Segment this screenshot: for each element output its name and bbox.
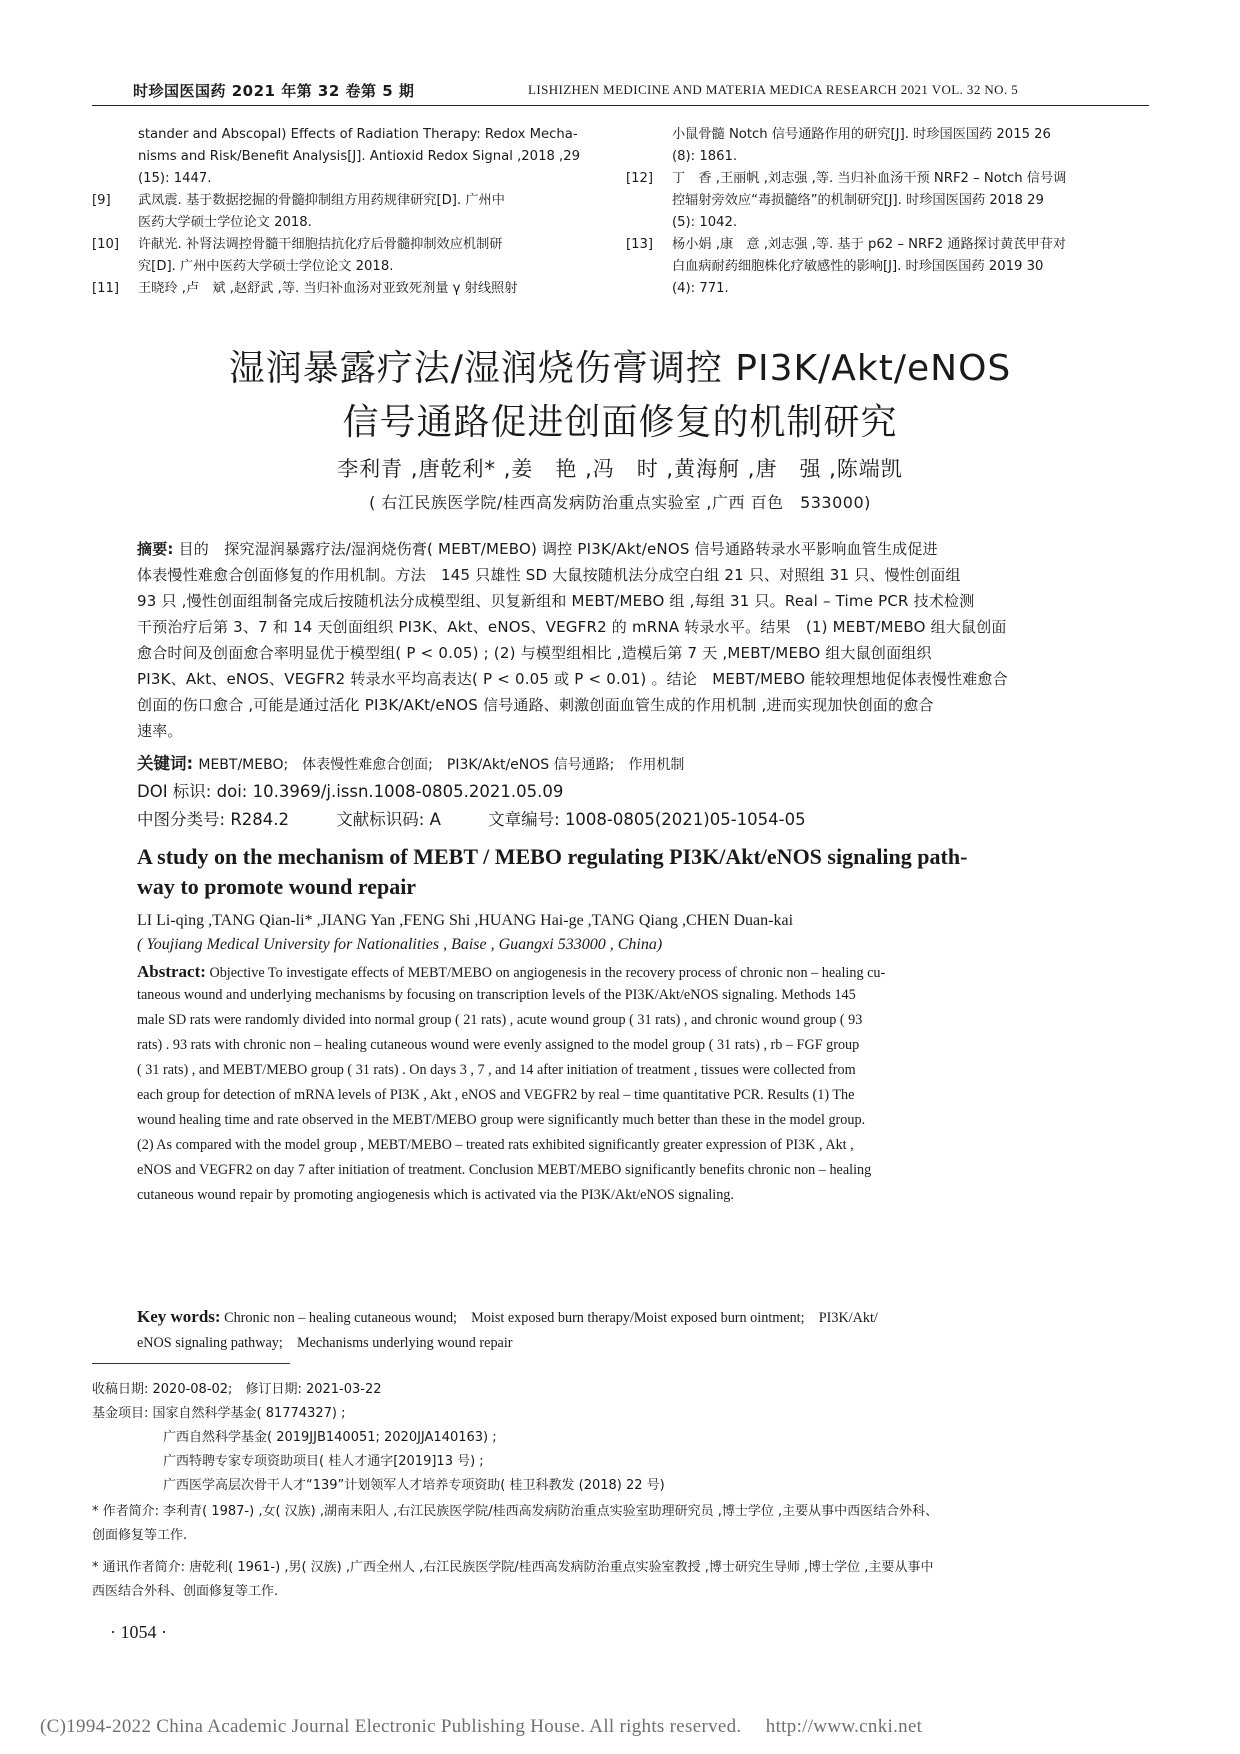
abstract-cn-line: 速率。 <box>137 722 183 740</box>
authors-cn: 李利青 ,唐乾利* ,姜 艳 ,冯 时 ,黄海舸 ,唐 强 ,陈端凯 <box>337 457 903 481</box>
keywords-en-line: eNOS signaling pathway; Mechanisms underlying wound repair <box>137 1335 513 1351</box>
abstract-en-line: Abstract: Objective To investigate effects of MEBT/MEBO on angiogenesis in the recovery process of chronic non – healing cu- <box>137 962 886 981</box>
classification-line: 中图分类号: R284.2 文献标识码: A 文章编号: 1008-0805(2021)05-1054-05 <box>137 810 806 829</box>
footnote-rule <box>92 1363 290 1364</box>
footnote-corresponding-author: * 通讯作者简介: 唐乾利( 1961-) ,男( 汉族) ,广西全州人 ,右江民族医学院/桂西高发病防治重点实验室教授 ,博士研究生导师 ,博士学位 ,主要从事中 <box>92 1560 934 1575</box>
affiliation-cn: ( 右江民族医学院/桂西高发病防治重点实验室 ,广西 百色 533000) <box>369 493 871 512</box>
abstract-cn-line: 创面的伤口愈合 ,可能是通过活化 PI3K/AKt/eNOS 信号通路、刺激创面血管生成的作用机制 ,进而实现加快创面的愈合 <box>137 696 934 714</box>
footnote-corresponding-author-cont: 西医结合外科、创面修复等工作. <box>92 1584 279 1599</box>
abstract-cn-label: 摘要: <box>137 540 174 558</box>
abstract-en-line: ( 31 rats) , and MEBT/MEBO group ( 31 rats) . On days 3 , 7 , and 14 after initiation of treatment , tissues were collected from <box>137 1062 856 1078</box>
keywords-en-label: Key words: <box>137 1307 221 1326</box>
footnote-funding-item: 广西自然科学基金( 2019JJB140051; 2020JJA140163) ; <box>163 1430 497 1445</box>
doi-line: DOI 标识: doi: 10.3969/j.issn.1008-0805.2021.05.09 <box>137 782 564 801</box>
abstract-cn-line: 愈合时间及创面愈合率明显优于模型组( P < 0.05) ; (2) 与模型组相比 ,造模后第 7 天 ,MEBT/MEBO 组大鼠创面组织 <box>137 644 932 662</box>
authors-en: LI Li-qing ,TANG Qian-li* ,JIANG Yan ,FENG Shi ,HUANG Hai-ge ,TANG Qiang ,CHEN Duan-kai <box>137 912 794 929</box>
abstract-en-line: each group for detection of mRNA levels of PI3K , Akt , eNOS and VEGFR2 by real – time quantitative PCR. Results (1) The <box>137 1087 855 1103</box>
title-cn-line-2: 信号通路促进创面修复的机制研究 <box>342 402 898 443</box>
footnote-funding: 基金项目: 国家自然科学基金( 81774327) ; <box>92 1406 346 1421</box>
abstract-en-label: Abstract: <box>137 962 206 981</box>
abstract-en-line: rats) . 93 rats with chronic non – healing cutaneous wound were evenly assigned to the model group ( 31 rats) , rb – FGF group <box>137 1037 860 1053</box>
abstract-en-line: taneous wound and underlying mechanisms by focusing on transcription levels of the PI3K/Akt/eNOS signaling. Methods 145 <box>137 987 856 1003</box>
abstract-cn-line: PI3K、Akt、eNOS、VEGFR2 转录水平均高表达( P < 0.05 或 P < 0.01) 。结论 MEBT/MEBO 能较理想地促体表慢性难愈合 <box>137 670 1008 688</box>
title-en-line-1: A study on the mechanism of MEBT / MEBO regulating PI3K/Akt/eNOS signaling path- <box>137 844 968 869</box>
keywords-cn: 关键词: MEBT/MEBO; 体表慢性难愈合创面; PI3K/Akt/eNOS 信号通路; 作用机制 <box>137 754 685 773</box>
abstract-en-line: (2) As compared with the model group , MEBT/MEBO – treated rats exhibited significantly greater expression of PI3K , Akt , <box>137 1137 854 1153</box>
footnote-author: * 作者简介: 李利青( 1987-) ,女( 汉族) ,湖南耒阳人 ,右江民族医学院/桂西高发病防治重点实验室助理研究员 ,博士学位 ,主要从事中西医结合外科、 <box>92 1504 939 1519</box>
page-number: · 1054 · <box>110 1622 167 1642</box>
journal-header-cn: 时珍国医国药 2021 年第 32 卷第 5 期 <box>133 82 415 100</box>
copyright-watermark: (C)1994-2022 China Academic Journal Electronic Publishing House. All rights reserved. http://www.cnki.net <box>40 1716 923 1737</box>
footnote-received: 收稿日期: 2020-08-02; 修订日期: 2021-03-22 <box>92 1382 382 1397</box>
footnote-author-cont: 创面修复等工作. <box>92 1528 188 1543</box>
abstract-en-line: eNOS and VEGFR2 on day 7 after initiation of treatment. Conclusion MEBT/MEBO significantly benefits chronic non – healing <box>137 1162 872 1178</box>
abstract-cn-line: 体表慢性难愈合创面修复的作用机制。方法 145 只雄性 SD 大鼠按随机法分成空白组 21 只、对照组 31 只、慢性创面组 <box>137 566 961 584</box>
abstract-cn-line: 干预治疗后第 3、7 和 14 天创面组织 PI3K、Akt、eNOS、VEGFR2 的 mRNA 转录水平。结果 (1) MEBT/MEBO 组大鼠创面 <box>137 618 1007 636</box>
title-en-line-2: way to promote wound repair <box>137 874 417 899</box>
abstract-en-line: cutaneous wound repair by promoting angiogenesis which is activated via the PI3K/Akt/eNOS signaling. <box>137 1187 734 1203</box>
footnote-funding-item: 广西特聘专家专项资助项目( 桂人才通字[2019]13 号) ; <box>163 1454 484 1469</box>
abstract-cn-line: 摘要: 目的 探究湿润暴露疗法/湿润烧伤膏( MEBT/MEBO) 调控 PI3K/Akt/eNOS 信号通路转录水平影响血管生成促进 <box>137 540 938 558</box>
journal-header-en: LISHIZHEN MEDICINE AND MATERIA MEDICA RESEARCH 2021 VOL. 32 NO. 5 <box>528 82 1019 97</box>
abstract-en-line: wound healing time and rate observed in the MEBT/MEBO group were significantly much better than these in the model group. <box>137 1112 866 1128</box>
footnote-funding-item: 广西医学高层次骨干人才“139”计划领军人才培养专项资助( 桂卫科教发 (2018) 22 号) <box>163 1478 665 1493</box>
header-rule <box>92 105 1149 106</box>
abstract-cn-line: 93 只 ,慢性创面组制备完成后按随机法分成模型组、贝复新组和 MEBT/MEBO 组 ,每组 31 只。Real – Time PCR 技术检测 <box>137 592 975 610</box>
keywords-en: Key words: Chronic non – healing cutaneous wound; Moist exposed burn therapy/Moist exposed burn ointment; PI3K/Akt/ <box>137 1307 878 1326</box>
title-cn-line-1: 湿润暴露疗法/湿润烧伤膏调控 PI3K/Akt/eNOS <box>228 348 1012 389</box>
affiliation-en: ( Youjiang Medical University for Nationalities , Baise , Guangxi 533000 , China) <box>137 936 663 953</box>
abstract-en-line: male SD rats were randomly divided into normal group ( 21 rats) , acute wound group ( 31 rats) , and chronic wound group ( 93 <box>137 1012 863 1028</box>
